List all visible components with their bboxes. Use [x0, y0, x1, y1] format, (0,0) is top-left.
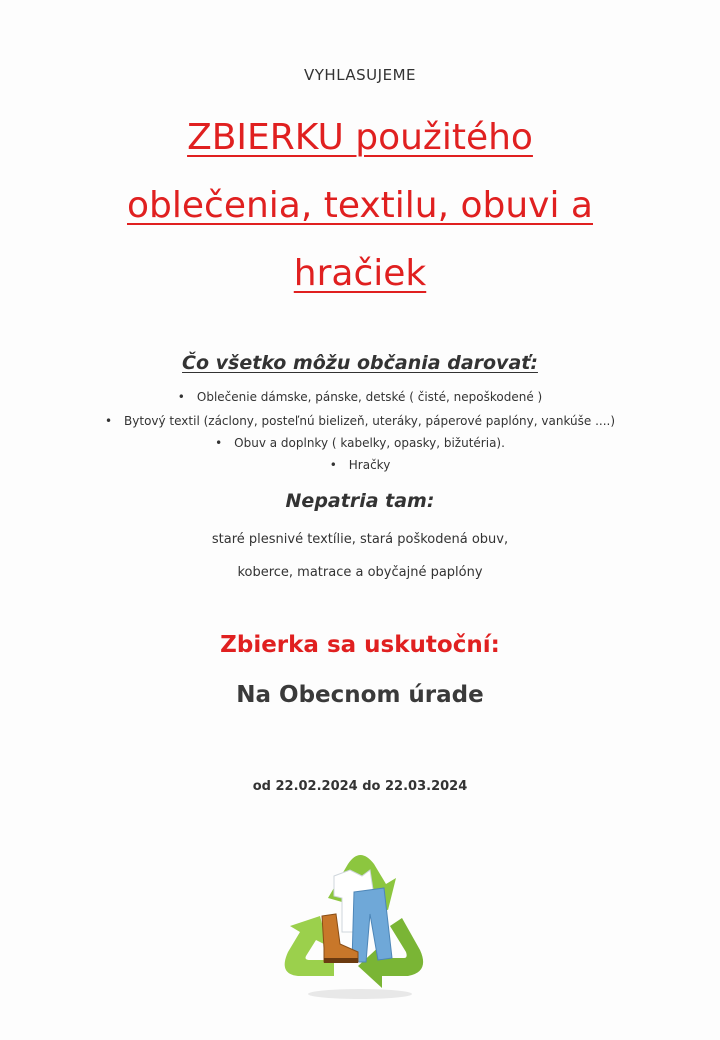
- donate-item: [0, 414, 720, 428]
- title-line-1: ZBIERKU použitého: [187, 117, 533, 158]
- location-heading: Zbierka sa uskutoční:: [220, 632, 500, 658]
- kicker-text: VYHLASUJEME: [304, 66, 416, 84]
- bullet-icon: •: [104, 414, 113, 428]
- not-accepted-heading: Nepatria tam:: [285, 490, 435, 512]
- donate-item-text: Hračky: [348, 458, 391, 472]
- title-line-2: oblečenia, textilu, obuvi a: [127, 185, 593, 226]
- bullet-icon: •: [177, 390, 185, 404]
- donate-item: [0, 458, 720, 472]
- date-range: od 22.02.2024 do 22.03.2024: [252, 779, 468, 794]
- bullet-icon: •: [215, 436, 223, 450]
- not-accepted-line-2: koberce, matrace a obyčajné paplóny: [237, 565, 483, 580]
- donate-item-text: Obuv a doplnky ( kabelky, opasky, bižutéria).: [234, 436, 505, 450]
- donate-item-text: Bytový textil (záclony, posteľnú bielizeň, uteráky, páperové paplóny, vankúše ....): [124, 414, 616, 428]
- location-place: Na Obecnom úrade: [236, 682, 484, 708]
- not-accepted-line-1: staré plesnivé textílie, stará poškodená obuv,: [211, 532, 509, 547]
- bullet-icon: •: [329, 458, 337, 472]
- donate-item-text: Oblečenie dámske, pánske, detské ( čisté, nepoškodené ): [196, 390, 543, 404]
- title-line-3: hračiek: [293, 253, 427, 294]
- donate-item: [0, 390, 720, 404]
- donate-heading: Čo všetko môžu občania darovať:: [182, 352, 538, 374]
- recycle-clothes-icon: [270, 836, 450, 1006]
- donate-item: [0, 436, 720, 450]
